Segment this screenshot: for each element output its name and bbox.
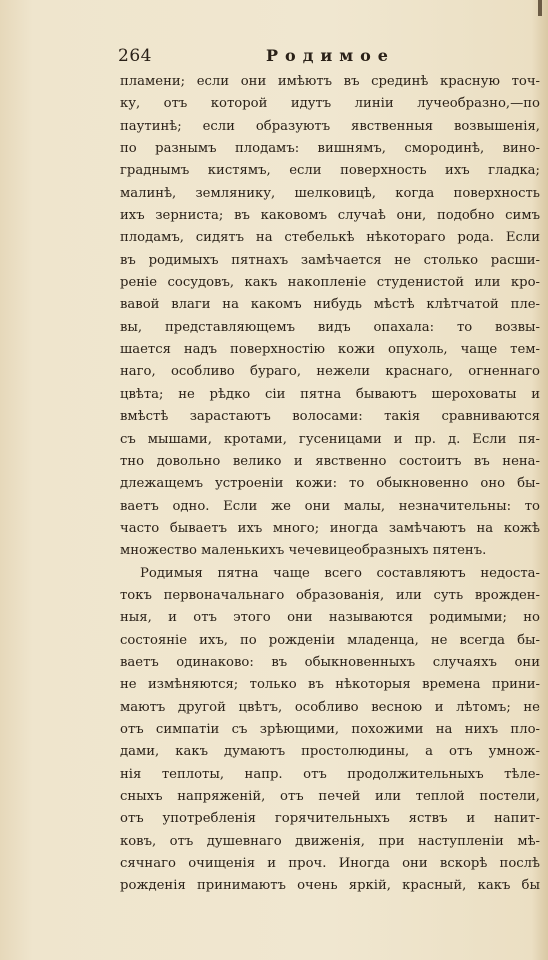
text-line: малинѣ, землянику, шелковицѣ, когда поверхность — [120, 185, 540, 201]
text-line: вы, представляющемъ видъ опахала: то возвы- — [120, 319, 540, 335]
text-line: сячнаго очищенія и проч. Иногда они вскорѣ послѣ — [120, 856, 540, 872]
text-line: ныя, и отъ этого они называются родимыми; но — [120, 610, 540, 626]
text-line: токъ первоначальнаго образованія, или суть врожден- — [120, 587, 540, 603]
text-line: въ родимыхъ пятнахъ замѣчается не столько расши- — [120, 252, 540, 268]
running-title: Родимое — [266, 46, 395, 65]
text-line: ихъ зерниста; въ каковомъ случаѣ они, подобно симъ — [120, 208, 540, 224]
text-line: вавой влаги на какомъ нибудь мѣстѣ клѣтчатой пле- — [120, 297, 540, 313]
text-line: тно довольно велико и явственно состоитъ въ нена- — [120, 453, 540, 469]
text-line: вмѣстѣ зарастаютъ волосами: такія сравниваются — [120, 409, 540, 425]
page-header — [118, 46, 538, 70]
text-line: ваетъ одинаково: въ обыкновенныхъ случаяхъ они — [120, 654, 540, 670]
text-line: пламени; если они имѣютъ въ срединѣ красную точ- — [120, 74, 540, 89]
body-text — [120, 71, 540, 898]
text-line: съ мышами, кротами, гусеницами и пр. д. Если пя- — [120, 431, 540, 447]
page-edge-mark — [538, 0, 542, 16]
text-line: рожденія принимаютъ очень яркій, красный, какъ бы — [120, 878, 540, 894]
text-line: длежащемъ устроеніи кожи: то обыкновенно оно бы- — [120, 476, 540, 492]
text-line: часто бываетъ ихъ много; иногда замѣчаютъ на кожѣ — [120, 520, 540, 536]
text-line: реніе сосудовъ, какъ накопленіе студенистой или кро- — [120, 275, 540, 291]
text-line: по разнымъ плодамъ: вишнямъ, смородинѣ, вино- — [120, 141, 540, 157]
text-line: цвѣта; не рѣдко сіи пятна бываютъ шероховаты и — [120, 386, 540, 402]
text-line: ковъ, отъ душевнаго движенія, при наступленіи мѣ- — [120, 833, 540, 849]
text-line: дами, какъ думаютъ простолюдины, а отъ умнож- — [120, 744, 540, 760]
text-line: плодамъ, сидятъ на стебелькѣ нѣкотораго рода. Если — [120, 230, 540, 246]
text-line: граднымъ кистямъ, если поверхность ихъ гладка; — [120, 163, 540, 179]
text-line: отъ употребленія горячительныхъ яствъ и напит- — [120, 811, 540, 827]
paragraph-1 — [120, 71, 540, 563]
text-line: шается надъ поверхностію кожи опухоль, чаще тем- — [120, 342, 540, 358]
text-line: Родимыя пятна чаще всего составляютъ недоста- — [140, 565, 540, 581]
text-line: сныхъ напряженій, отъ печей или теплой постели, — [120, 789, 540, 804]
text-line: паутинѣ; если образуютъ явственныя возвышенія, — [120, 118, 540, 134]
text-line: множество маленькихъ чечевицеобразныхъ пятенъ. — [120, 543, 487, 559]
paragraph-2 — [120, 563, 540, 898]
text-line: состояніе ихъ, по рожденіи младенца, не всегда бы- — [120, 632, 540, 648]
text-line: нія теплоты, напр. отъ продолжительныхъ тѣле- — [120, 766, 540, 782]
text-line: отъ симпатіи съ зрѣющими, похожими на нихъ пло- — [120, 721, 540, 737]
text-line: маютъ другой цвѣтъ, особливо весною и лѣтомъ; не — [120, 699, 540, 715]
text-line: ку, отъ которой идутъ линіи лучеобразно,—по — [120, 96, 540, 112]
text-line: наго, особливо бураго, нежели краснаго, огненнаго — [120, 364, 540, 380]
text-line: ваетъ одно. Если же они малы, незначительны: то — [120, 498, 540, 514]
text-line: не измѣняются; только въ нѣкоторыя времена прини- — [120, 677, 540, 693]
page-number: 264 — [118, 46, 152, 66]
